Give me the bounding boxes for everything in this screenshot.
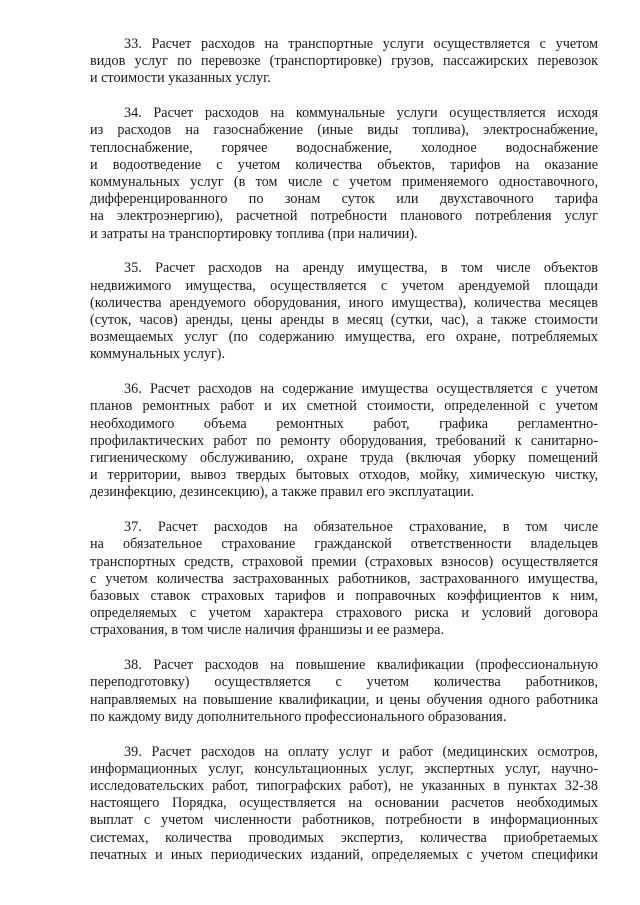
text-line: из расходов на газоснабжение (иные виды топлива), электроснабжение, bbox=[90, 122, 598, 139]
text-line: дифференцированного по зонам суток или двухставочного тарифа bbox=[90, 191, 598, 208]
text-line: печатных и иных периодических изданий, определяемых с учетом специфики bbox=[90, 846, 598, 863]
text-line: (количества арендуемого оборудования, иного имущества), количества месяцев bbox=[90, 294, 598, 311]
text-line: выплат с учетом численности работников, потребности в информационных bbox=[90, 812, 598, 829]
text-line: страхования, в том числе наличия франшизы и ее размера. bbox=[90, 622, 445, 639]
text-line: на обязательное страхование гражданской ответственности владельцев bbox=[90, 536, 598, 553]
text-line: переподготовку) осуществляется с учетом количества работников, bbox=[90, 674, 598, 691]
text-line: теплоснабжение, горячее водоснабжение, холодное водоснабжение bbox=[90, 139, 598, 156]
text-line: 34. Расчет расходов на коммунальные услуги осуществляется исходя bbox=[124, 105, 598, 122]
text-line: определяемых с учетом характера страхового риска и условий договора bbox=[90, 605, 598, 622]
paragraph-35 bbox=[90, 260, 598, 363]
document-body bbox=[90, 36, 598, 882]
paragraph-37 bbox=[90, 519, 598, 639]
text-line: по каждому виду дополнительного профессионального образования. bbox=[90, 708, 507, 725]
text-line: возмещаемых услуг (по содержанию имущества, его охране, потребляемых bbox=[90, 329, 598, 346]
text-line: видов услуг по перевозке (транспортировке) грузов, пассажирских перевозок bbox=[90, 53, 598, 70]
text-line: необходимого объема ремонтных работ, графика регламентно- bbox=[90, 415, 598, 432]
text-line: 35. Расчет расходов на аренду имущества, в том числе объектов bbox=[124, 260, 598, 277]
text-line: настоящего Порядка, осуществляется на основании расчетов необходимых bbox=[90, 795, 598, 812]
text-line: транспортных средств, страховой премии (страховых взносов) осуществляется bbox=[90, 553, 598, 570]
paragraph-36 bbox=[90, 381, 598, 501]
text-line: исследовательских работ, типографских работ), не указанных в пунктах 32-38 bbox=[90, 778, 598, 795]
text-line: и водоотведение с учетом количества объектов, тарифов на оказание bbox=[90, 156, 598, 173]
text-line: гигиеническому обслуживанию, охране труда (включая уборку помещений bbox=[90, 450, 598, 467]
text-line: системах, количества проводимых экспертиз, количества приобретаемых bbox=[90, 829, 598, 846]
text-line: коммунальных услуг). bbox=[90, 346, 226, 363]
text-line: 36. Расчет расходов на содержание имущества осуществляется с учетом bbox=[124, 381, 598, 398]
text-line: 33. Расчет расходов на транспортные услуги осуществляется с учетом bbox=[124, 36, 598, 52]
text-line: коммунальных услуг (в том числе с учетом применяемого одноставочного, bbox=[90, 174, 598, 191]
text-line: планов ремонтных работ и их сметной стоимости, определенной с учетом bbox=[90, 398, 598, 415]
text-line: 37. Расчет расходов на обязательное страхование, в том числе bbox=[124, 519, 598, 536]
text-line: и затраты на транспортировку топлива (при наличии). bbox=[90, 225, 418, 242]
text-line: недвижимого имущества, осуществляется с учетом арендуемой площади bbox=[90, 277, 598, 294]
text-line: и территории, вывоз твердых бытовых отходов, мойку, химическую чистку, bbox=[90, 467, 598, 484]
paragraph-39 bbox=[90, 744, 598, 864]
paragraph-38 bbox=[90, 657, 598, 726]
text-line: базовых ставок страховых тарифов и поправочных коэффициентов к ним, bbox=[90, 588, 598, 605]
text-line: дезинфекцию, дезинсекцию), а также правил его эксплуатации. bbox=[90, 484, 475, 501]
text-line: и стоимости указанных услуг. bbox=[90, 70, 271, 87]
text-line: 38. Расчет расходов на повышение квалификации (профессиональную bbox=[124, 657, 598, 674]
text-line: информационных услуг, консультационных услуг, экспертных услуг, научно- bbox=[90, 760, 598, 777]
text-line: 39. Расчет расходов на оплату услуг и работ (медицинских осмотров, bbox=[124, 743, 598, 760]
paragraph-33 bbox=[90, 36, 598, 88]
paragraph-34 bbox=[90, 105, 598, 243]
text-line: с учетом количества застрахованных работников, застрахованного имущества, bbox=[90, 570, 598, 587]
text-line: (суток, часов) аренды, цены аренды в месяц (сутки, час), а также стоимости bbox=[90, 312, 598, 329]
text-line: на электроэнергию), расчетной потребности планового потребления услуг bbox=[90, 208, 598, 225]
text-line: профилактических работ по ремонту оборудования, требований к санитарно- bbox=[90, 432, 598, 449]
text-line: направляемых на повышение квалификации, и цены обучения одного работника bbox=[90, 691, 598, 708]
